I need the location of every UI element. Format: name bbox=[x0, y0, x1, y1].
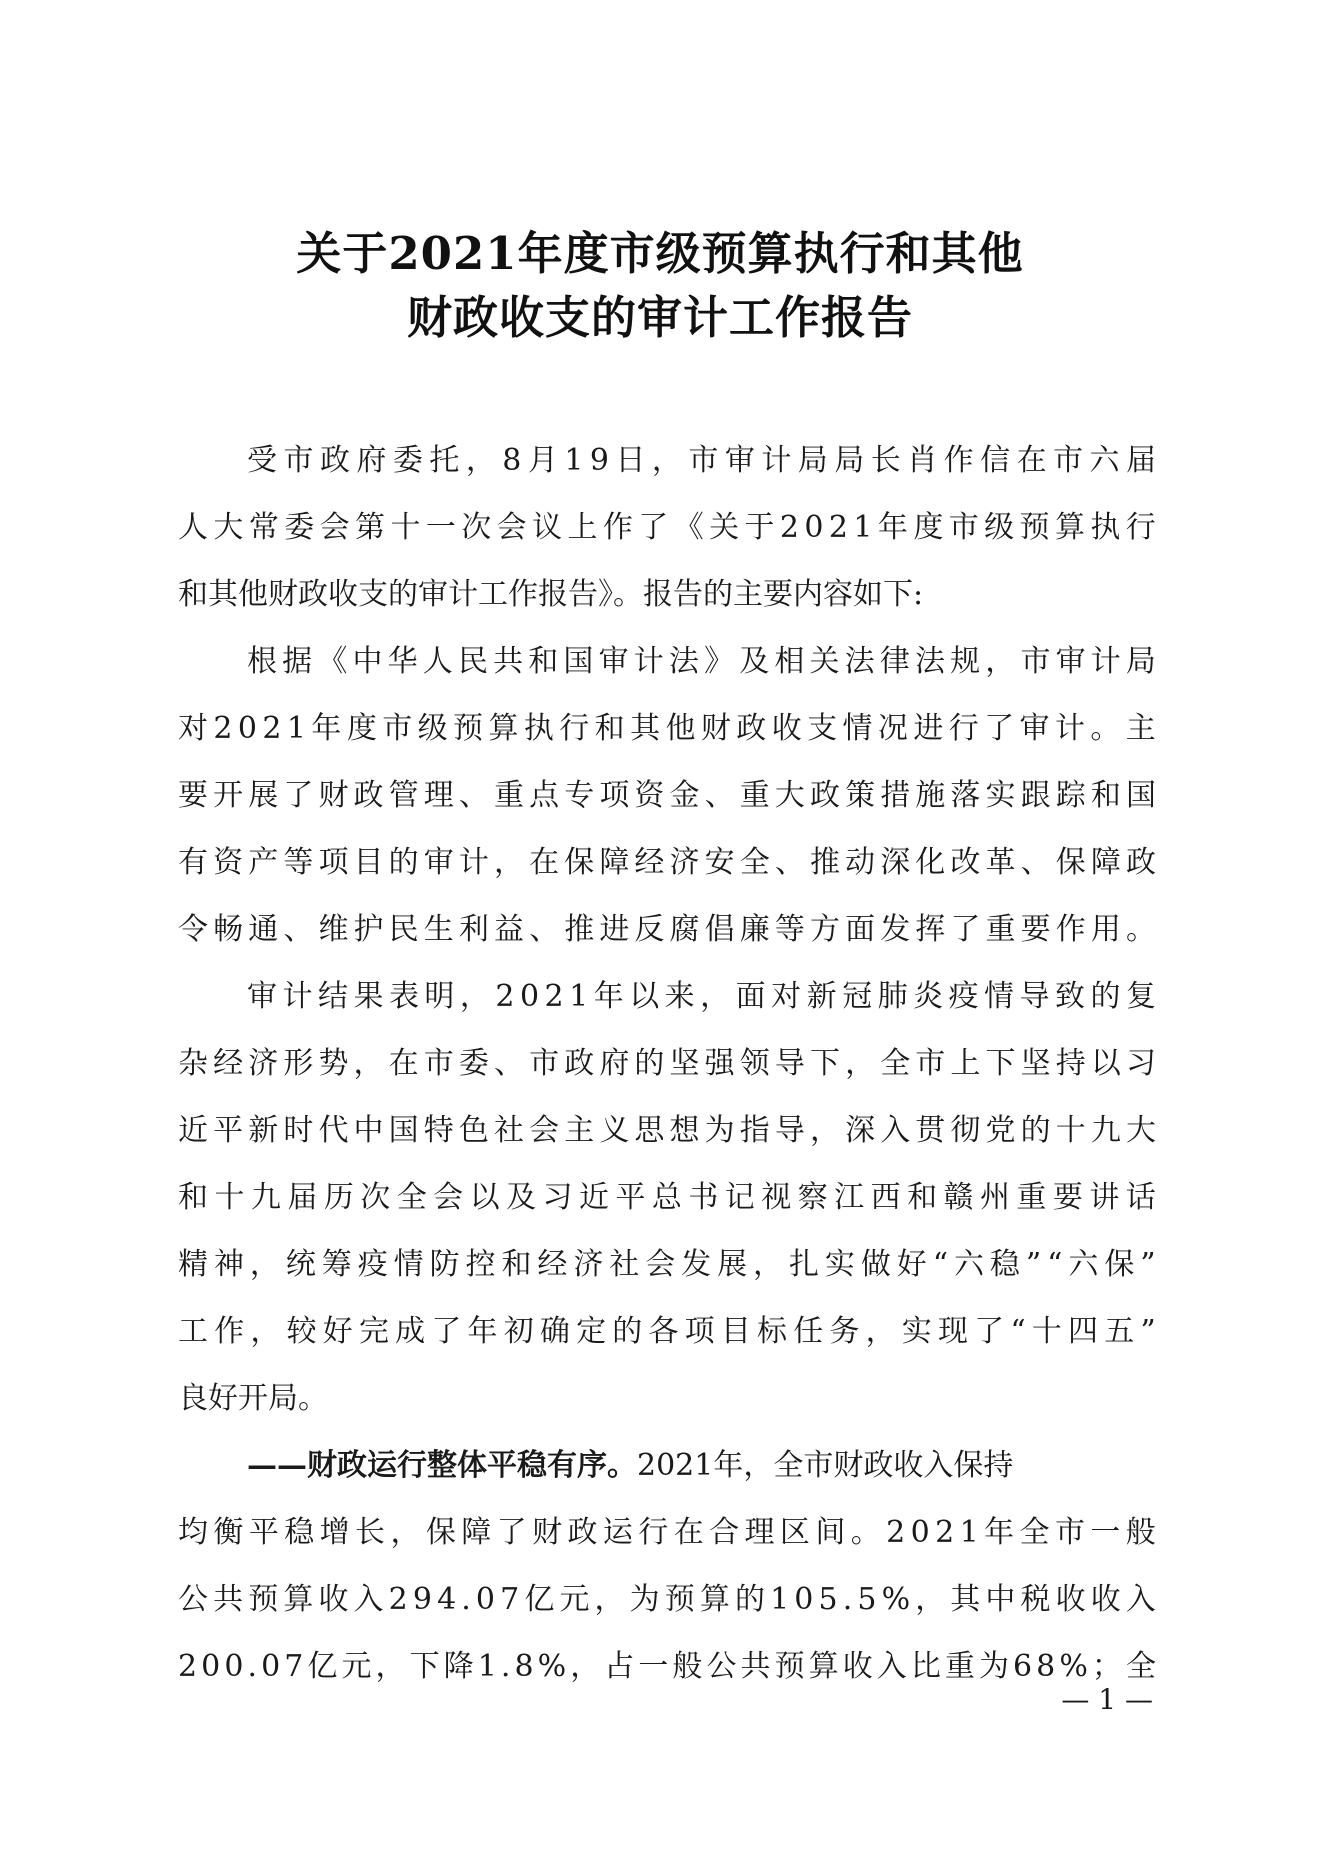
body-line: 审 计 结 果 表 明 ， 2 0 2 1 年 以 来 ， 面 对 新 冠 肺 炎 疫 情 导 致 的 复 bbox=[247, 979, 1156, 1014]
body-line: 对 2 0 2 1 年 度 市 级 预 算 执 行 和 其 他 财 政 收 支 情 况 进 行 了 审 计 。 主 bbox=[178, 711, 1156, 746]
body-line: 良好开局。 bbox=[178, 1381, 328, 1416]
page-number: — 1 — bbox=[1061, 1683, 1153, 1716]
body-line: 要 开 展 了 财 政 管 理 、 重 点 专 项 资 金 、 重 大 政 策 措 施 落 实 跟 踪 和 国 bbox=[178, 778, 1156, 813]
body-line: 杂 经 济 形 势 ， 在 市 委 、 市 政 府 的 坚 强 领 导 下 ， 全 市 上 下 坚 持 以 习 bbox=[178, 1046, 1156, 1081]
body-line: 工 作 ， 较 好 完 成 了 年 初 确 定 的 各 项 目 标 任 务 ， 实 现 了 “ 十 四 五 ” bbox=[178, 1314, 1156, 1349]
body-line: 根 据 《 中 华 人 民 共 和 国 审 计 法 》 及 相 关 法 律 法 规 ， 市 审 计 局 bbox=[247, 644, 1156, 679]
document-title bbox=[180, 222, 1140, 350]
body-line: 有 资 产 等 项 目 的 审 计 ， 在 保 障 经 济 安 全 、 推 动 深 化 改 革 、 保 障 政 bbox=[178, 845, 1156, 880]
body-line: 令 畅 通 、 维 护 民 生 利 益 、 推 进 反 腐 倡 廉 等 方 面 发 挥 了 重 要 作 用 。 bbox=[178, 912, 1156, 947]
title-line-1: 关于2021年度市级预算执行和其他 bbox=[296, 227, 1024, 280]
body-line: 公 共 预 算 收 入 2 9 4 . 0 7 亿 元 ， 为 预 算 的 1 0 5 . 5 % ， 其 中 税 收 收 入 bbox=[178, 1582, 1156, 1617]
body-line: 精 神 ， 统 筹 疫 情 防 控 和 经 济 社 会 发 展 ， 扎 实 做 好 “ 六 稳 ” “ 六 保 ” bbox=[178, 1247, 1156, 1282]
body-line: 均 衡 平 稳 增 长 ， 保 障 了 财 政 运 行 在 合 理 区 间 。 2 0 2 1 年 全 市 一 般 bbox=[178, 1515, 1156, 1550]
body-line: 近 平 新 时 代 中 国 特 色 社 会 主 义 思 想 为 指 导 ， 深 入 贯 彻 党 的 十 九 大 bbox=[178, 1113, 1156, 1148]
body-line bbox=[178, 1432, 1156, 1499]
body-line-text: 2021年，全市财政收入保持 bbox=[637, 1448, 1014, 1483]
body-line: 受 市 政 府 委 托 ， 8 月 1 9 日 ， 市 审 计 局 局 长 肖 作 信 在 市 六 届 bbox=[247, 443, 1156, 478]
body-line: 人 大 常 委 会 第 十 一 次 会 议 上 作 了 《 关 于 2 0 2 1 年 度 市 级 预 算 执 行 bbox=[178, 510, 1156, 545]
body-line: 2 0 0 . 0 7 亿 元 ， 下 降 1 . 8 % ， 占 一 般 公 共 预 算 收 入 比 重 为 6 8 % ； 全 bbox=[178, 1649, 1156, 1684]
section-lead-heading: ——财政运行整体平稳有序。 bbox=[247, 1448, 637, 1483]
body-line: 和 十 九 届 历 次 全 会 以 及 习 近 平 总 书 记 视 察 江 西 和 赣 州 重 要 讲 话 bbox=[178, 1180, 1156, 1215]
title-line-2: 财政收支的审计工作报告 bbox=[406, 291, 913, 344]
body-line: 和其他财政收支的审计工作报告》。报告的主要内容如下: bbox=[178, 577, 924, 612]
document-body bbox=[178, 427, 1156, 1700]
